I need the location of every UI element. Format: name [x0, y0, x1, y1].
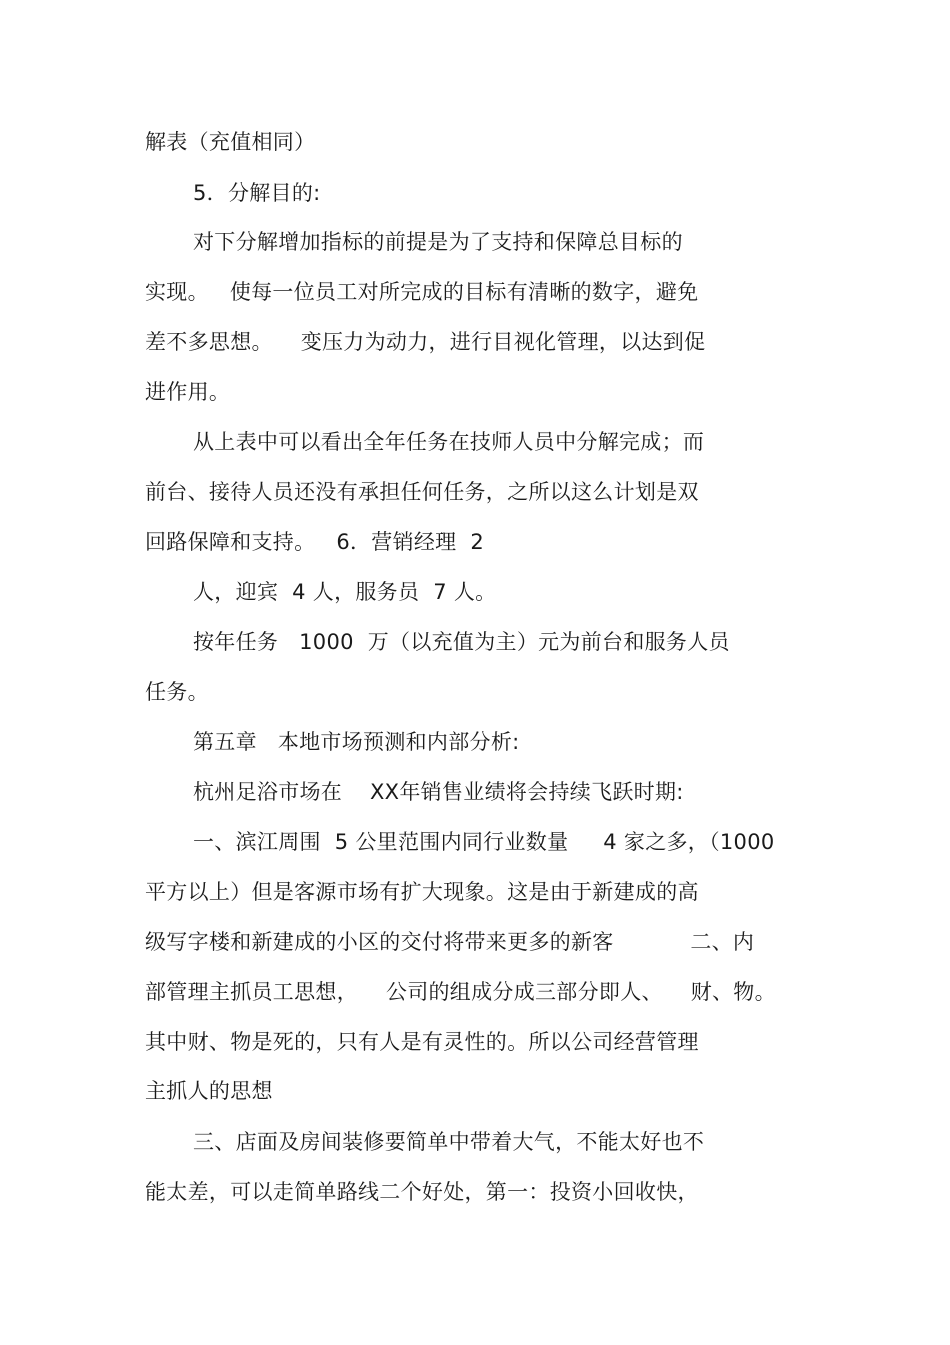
text-line: 级写字楼和新建成的小区的交付将带来更多的新客 二、内 [145, 930, 755, 954]
section-heading: 第五章 本地市场预测和内部分析: [193, 730, 520, 754]
text-line: 其中财、物是死的，只有人是有灵性的。所以公司经营管理 [145, 1030, 699, 1054]
text-line: 前台、接待人员还没有承担任何任务，之所以这么计划是双 [145, 480, 699, 504]
text-line: 从上表中可以看出全年任务在技师人员中分解完成；而 [193, 430, 705, 454]
text-line: 三、店面及房间装修要简单中带着大气，不能太好也不 [193, 1130, 705, 1154]
text-line: 进作用。 [145, 380, 231, 404]
text-line: 对下分解增加指标的前提是为了支持和保障总目标的 [193, 230, 683, 254]
text-line: 解表（充值相同） [145, 130, 316, 154]
text-line: 按年任务 1000 万（以充值为主）元为前台和服务人员 [193, 630, 730, 654]
text-line: 回路保障和支持。 6．营销经理 2 [145, 530, 485, 554]
text-line: 实现。 使每一位员工对所完成的目标有清晰的数字，避免 [145, 280, 699, 304]
text-line: 主抓人的思想 [145, 1079, 273, 1103]
text-line: 能太差，可以走简单路线二个好处，第一：投资小回收快， [145, 1180, 699, 1204]
text-line: 任务。 [145, 680, 209, 704]
text-line: 人，迎宾 4 人，服务员 7 人。 [193, 580, 497, 604]
text-line: 平方以上）但是客源市场有扩大现象。这是由于新建成的高 [145, 880, 699, 904]
text-line: 一、滨江周围 5 公里范围内同行业数量 4 家之多，（1000 [193, 830, 775, 854]
text-line: 5．分解目的: [193, 181, 321, 205]
text-line: 部管理主抓员工思想， 公司的组成分成三部分即人、 财、物。 [145, 980, 776, 1004]
text-line: 杭州足浴市场在 XX年销售业绩将会持续飞跃时期: [193, 780, 684, 804]
text-line: 差不多思想。 变压力为动力，进行目视化管理，以达到促 [145, 330, 706, 354]
